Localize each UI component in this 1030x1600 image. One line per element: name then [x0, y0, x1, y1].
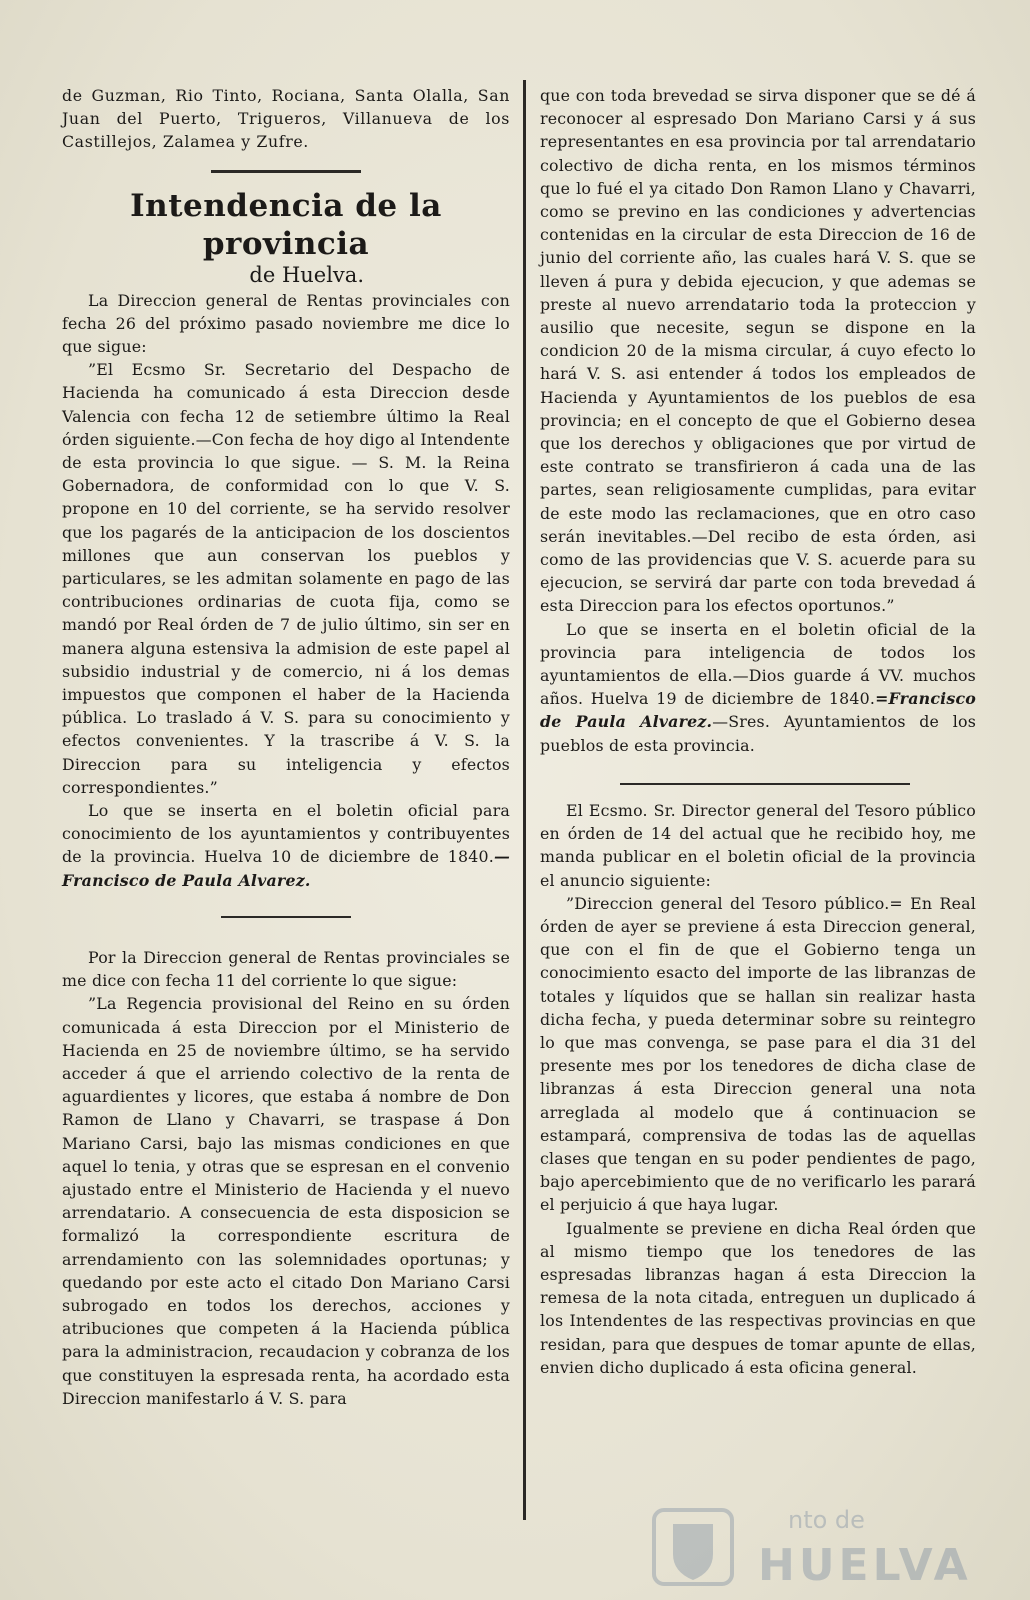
- paragraph: ”Direccion general del Tesoro público.= En Real órden de ayer se previene á esta Direccion general, que con el fin de que el Gobierno tenga un conocimiento esacto del importe de las libranzas de totales y líquidos que se hallan sin realizar hasta dicha fecha, y pueda determinar sobre su reintegro lo que mas convenga, se pase para el dia 31 del presente mes por los tenedores de dicha clase de libranzas á esta Direccion general una nota arreglada al modelo que á continuacion se estampará, comprensiva de todas las de aquellas clases que tengan en su poder pendientes de pago, bajo apercebimiento que de no verificarlo les parará el perjuicio á que haya lugar.: [540, 893, 976, 1215]
- signature: —Francisco de Paula Alvarez.: [62, 847, 510, 890]
- section-subheading: de Huelva.: [249, 262, 364, 287]
- paragraph: Lo que se inserta en el boletin oficial de la provincia para inteligencia de todos los ayuntamientos de ella.—Dios guarde á VV. muchos años. Huelva 19 de diciembre de 1840.=Francisco de Paula Alvarez.—Sres. Ayuntamientos de los pueblos de esta provincia.: [540, 619, 977, 755]
- section-divider: [620, 783, 910, 785]
- column-rule: [523, 80, 526, 1520]
- paragraph: El Ecsmo. Sr. Director general del Tesoro público en órden de 14 del actual que he recibido hoy, me manda publicar en el boletin oficial de la provincia el anuncio siguiente:: [540, 800, 976, 890]
- paragraph: ”La Regencia provisional del Reino en su órden comunicada á esta Direccion por el Ministerio de Hacienda en 25 de noviembre último, se ha servido acceder á que el arriendo colectivo de la renta de aguardientes y licores, que estaba á nombre de Don Ramon de Llano y Chavarri, se traspase á Don Mariano Carsi, bajo las mismas condiciones en que aquel lo tenia, y otras que se espresan en el convenio ajustado entre el Ministerio de Hacienda y el nuevo arrendatario. A consecuencia de esta disposicion se formalizó la correspondiente escritura de arrendamiento con las solemnidades oportunas; y quedando por este acto el citado Don Mariano Carsi subrogado en todos los derechos, acciones y atribuciones que competen á la Hacienda pública para la administracion, recaudacion y cobranza de los que constituyen la espresada renta, ha acordado esta Direccion manifestarlo á V. S. para: [62, 994, 510, 1408]
- paragraph: Igualmente se previene en dicha Real órden que al mismo tiempo que los tenedores de las espresadas libranzas hagan á esta Direccion la remesa de la nota citada, entreguen un duplicado á los Intendentes de las respectivas provincias en que residan, para que despues de tomar apunte de ellas, envien dicho duplicado á esta oficina general.: [540, 1218, 976, 1377]
- watermark-small-text: nto de: [788, 1506, 865, 1534]
- intro-paragraph: de Guzman, Rio Tinto, Rociana, Santa Olalla, San Juan del Puerto, Trigueros, Villanueva de los Castillejos, Zalamea y Zufre.: [62, 86, 510, 152]
- coat-of-arms-icon: [648, 1504, 738, 1590]
- section-heading: Intendencia de la provincia: [130, 187, 442, 262]
- paragraph: ”El Ecsmo Sr. Secretario del Despacho de Hacienda ha comunicado á esta Direccion desde Valencia con fecha 12 de setiembre último la Real órden siguiente.—Con fecha de hoy digo al Intendente de esta provincia lo que sigue. — S. M. la Reina Gobernadora, de conformidad con lo que V. S. propone en 10 del corriente, se ha servido resolver que los pagarés de la anticipacion de los doscientos millones que aun conservan los pueblos y particulares, se les admitan solamente en pago de las contribuciones ordinarias de cuota fija, como se mandó por Real órden de 7 de julio último, sin ser en manera alguna estensiva la admision de este papel al subsidio industrial y de comercio, ni á los demas impuestos que componen el haber de la Hacienda pública. Lo traslado á V. S. para su conocimiento y efectos convenientes. Y la trascribe á V. S. la Direccion para su inteligencia y efectos correspondientes.”: [62, 360, 510, 797]
- section-divider: [221, 916, 351, 918]
- paragraph: que con toda brevedad se sirva disponer que se dé á reconocer al espresado Don Mariano Carsi y á sus representantes en esa provincia por tal arrendatario colectivo de dicha renta, en los mismos términos que lo fué el ya citado Don Ramon Llano y Chavarri, como se previno en las condiciones y advertencias contenidas en la circular de esta Direccion de 16 de junio del corriente año, las cuales hará V. S. que se lleven á pura y debida ejecucion, y que ademas se preste al nuevo arrendatario toda la proteccion y ausilio que necesite, segun se dispone en la condicion 20 de la misma circular, á cuyo efecto lo hará V. S. asi entender á todos los empleados de Hacienda y Ayuntamientos de los pueblos de esa provincia; en el concepto de que el Gobierno desea que los derechos y obligaciones que por virtud de este contrato se transfirieron á cada una de las partes, sean religiosamente cumplidas, para evitar de este modo las reclamaciones, que en otro caso serán inevitables.—Del recibo de esta órden, asi como de las providencias que V. S. acuerde para su ejecucion, se servirá dar parte con toda brevedad á esta Direccion para los efectos oportunos.”: [540, 86, 976, 616]
- watermark-large-text: HUELVA: [758, 1540, 972, 1591]
- paragraph: La Direccion general de Rentas provinciales con fecha 26 del próximo pasado noviembre me dice lo que sigue:: [62, 290, 510, 357]
- paragraph: Por la Direccion general de Rentas provinciales se me dice con fecha 11 del corriente lo que sigue:: [62, 947, 510, 991]
- section-divider: [211, 170, 361, 173]
- right-column: [540, 84, 976, 1379]
- signature: =Francisco de Paula Alvarez.: [540, 689, 976, 732]
- watermark: [648, 1500, 988, 1590]
- paragraph: Lo que se inserta en el boletin oficial para conocimiento de los ayuntamientos y contribuyentes de la provincia. Huelva 10 de diciembre de 1840.—Francisco de Paula Alvarez.: [62, 801, 510, 890]
- left-column: [62, 84, 510, 1410]
